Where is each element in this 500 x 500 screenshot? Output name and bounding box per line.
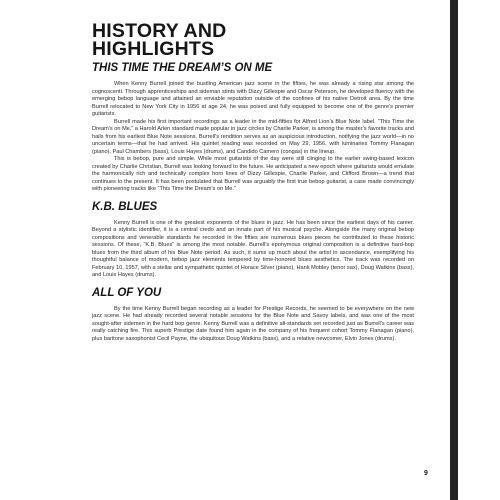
section-heading-this-time-the-dreams-on-me: THIS TIME THE DREAM’S ON ME [92,62,273,74]
page-title [92,22,414,58]
paragraph: This is bebop, pure and simple. While most guitarists of the day were still clinging to the earlier swing-based lexicon created by Charlie Christian, Burrell was looking forward to the future. He anticipated a new epoch where guitarists would emulate the harmonically rich and technically complex horn lines of Dizzy Gillespie, Charlie Parker, and Clifford Brown—a trend that continues to the present. It has been postulated that Burrell was arguably the first true bebop guitarist, a case made convincingly with pioneering tracks like “This Time the Dream’s on Me.” [92,156,414,192]
page-edge-bar [450,0,458,500]
paragraph: Kenny Burrell is one of the greatest exponents of the blues in jazz. He has been since the earliest days of his career. Beyond a stylistic identifier, it is a central credo and an innate part of his musical psyche. Alongside the many original bebop compositions and venerable standards he recorded in the fifties are numerous blues pieces he contributed to these historic sessions. Of these, “K.B. Blues” is among the most notable. Burrell’s eponymous original composition is a definitive hard-bop blues from the third album of his Blue Note period. As such, it sums up much about the artist in ascendance, exemplifying his thoughtful balance of modern, bebop jazz elements tempered by time-honored blues aesthetics. The track was recorded on February 10, 1957, with a stellar and sympathetic quintet of Horace Silver (piano), Hank Mobley (tenor sax), Doug Watkins (bass), and Louis Hayes (drums). [92,219,414,278]
page-title-line-1: HISTORY AND [92,20,227,42]
paragraph: When Kenny Burrell joined the bustling American jazz scene in the fifties, he was already a rising star among the cognoscenti. Through apprenticeships and sideman stints with Dizzy Gillespie and Oscar Peterson, he developed fluency with the emerging bebop language and attained an enviable reputation outside of the confines of his native Detroit area. By the time Burrell relocated to New York City in 1956 at age 24, he was poised and fully equipped to become one of the genre’s premier guitarists. [92,81,414,117]
page-number: 9 [424,470,428,477]
page-content [92,22,414,343]
section-heading-all-of-you: ALL OF YOU [92,286,162,299]
paragraph: Burrell made his first important recordings as a leader in the mid-fifties for Alfred Lion’s Blue Note label. “This Time the Dream’s on Me,” a Harold Arlen standard made popular in jazz circles by Charlie Parker, is among the master’s favorite tracks and hails from his earliest Blue Note sessions. Burrell’s rendition serves as an auspicious introduction, notifying the jazz world—in no uncertain terms—that he had arrived. His quintet reading was recorded on May 29, 1956, with luminaries Tommy Flanagan (piano), Paul Chambers (bass), Louis Hayes (drums), and Candido Camero (congas) in the lineup. [92,118,414,155]
paragraph: By the time Kenny Burrell began recording as a leader for Prestige Records, he seemed to be everywhere on the new jazz scene. He had already recorded several notable sessions for the Blue Note and Savoy labels, and was one of the most sought-after sidemen in the hard bop genre. Kenny Burrell was a definitive all-standards set recorded just as Burrell’s career was really catching fire. This superb Prestige date found him again in the company of his frequent cohort Tommy Flanagan (piano), plus baritone saxophonist Cecil Payne, the ubiquitous Doug Watkins (bass), and a relative newcomer, Elvin Jones (drums). [92,305,414,342]
page-title-line-2: HIGHLIGHTS [92,38,215,60]
section-heading-kb-blues: K.B. BLUES [92,200,158,213]
